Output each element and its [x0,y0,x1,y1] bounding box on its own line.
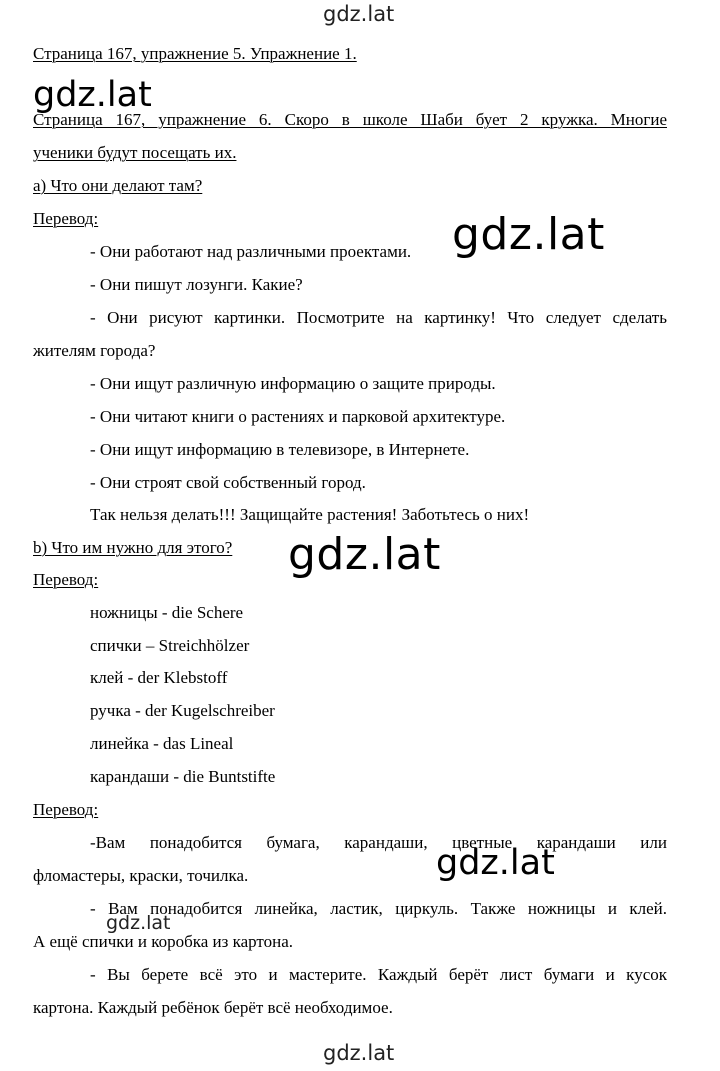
a-line-8: - Они строят свой собственный город. [90,473,366,492]
vocab-item-4: ручка - der Kugelschreiber [90,701,275,720]
a-line-9: Так нельзя делать!!! Защищайте растения! Заботьтесь о них! [90,505,530,524]
heading-exercise-6-line-2: ученики будут посещать их. [33,143,237,162]
translation-label-2: Перевод: [33,570,99,589]
a-line-4: жителям города? [33,341,156,360]
watermark-lower-2: gdz.lat [106,912,171,934]
watermark-bottom: gdz.lat [323,1041,395,1065]
vocab-item-5: линейка - das Lineal [90,734,234,753]
c-line-2: фломастеры, краски, точилка. [33,866,249,885]
a-line-3: - Они рисуют картинки. Посмотрите на картинку! Что следует сделать [90,308,667,327]
vocab-item-1: ножницы - die Schere [90,603,244,622]
watermark-mid-2: gdz.lat [288,529,441,580]
c-line-3: - Вам понадобится линейка, ластик, циркуль. Также ножницы и клей. [90,899,667,918]
vocab-item-2: спички – Streichhölzer [90,636,250,655]
c-line-4: А ещё спички и коробка из картона. [33,932,294,951]
a-line-7: - Они ищут информацию в телевизоре, в Интернете. [90,440,470,459]
a-line-1: - Они работают над различными проектами. [90,242,412,261]
c-line-5: - Вы берете всё это и мастерите. Каждый берёт лист бумаги и кусок [90,965,667,984]
vocab-item-3: клей - der Klebstoff [90,668,228,687]
c-line-6: картона. Каждый ребёнок берёт всё необходимое. [33,998,393,1017]
watermark-lower-1: gdz.lat [436,843,555,883]
watermark-top: gdz.lat [323,2,395,26]
a-line-5: - Они ищут различную информацию о защите природы. [90,374,496,393]
vocab-item-6: карандаши - die Buntstifte [90,767,276,786]
section-a-heading: а) Что они делают там? [33,176,203,195]
translation-label-1: Перевод: [33,209,99,228]
heading-exercise-5: Страница 167, упражнение 5. Упражнение 1. [33,44,357,63]
watermark-mid-1: gdz.lat [452,209,605,260]
heading-exercise-6-line-1: Страница 167, упражнение 6. Скоро в школе Шаби бует 2 кружка. Многие [33,110,667,129]
c-line-1: -Вам понадобится бумага, карандаши, цветные карандаши или [90,833,667,852]
a-line-6: - Они читают книги о растениях и парковой архитектуре. [90,407,506,426]
section-b-heading: b) Что им нужно для этого? [33,538,233,557]
watermark-left: gdz.lat [33,75,152,115]
translation-label-3: Перевод: [33,800,99,819]
a-line-2: - Они пишут лозунги. Какие? [90,275,303,294]
